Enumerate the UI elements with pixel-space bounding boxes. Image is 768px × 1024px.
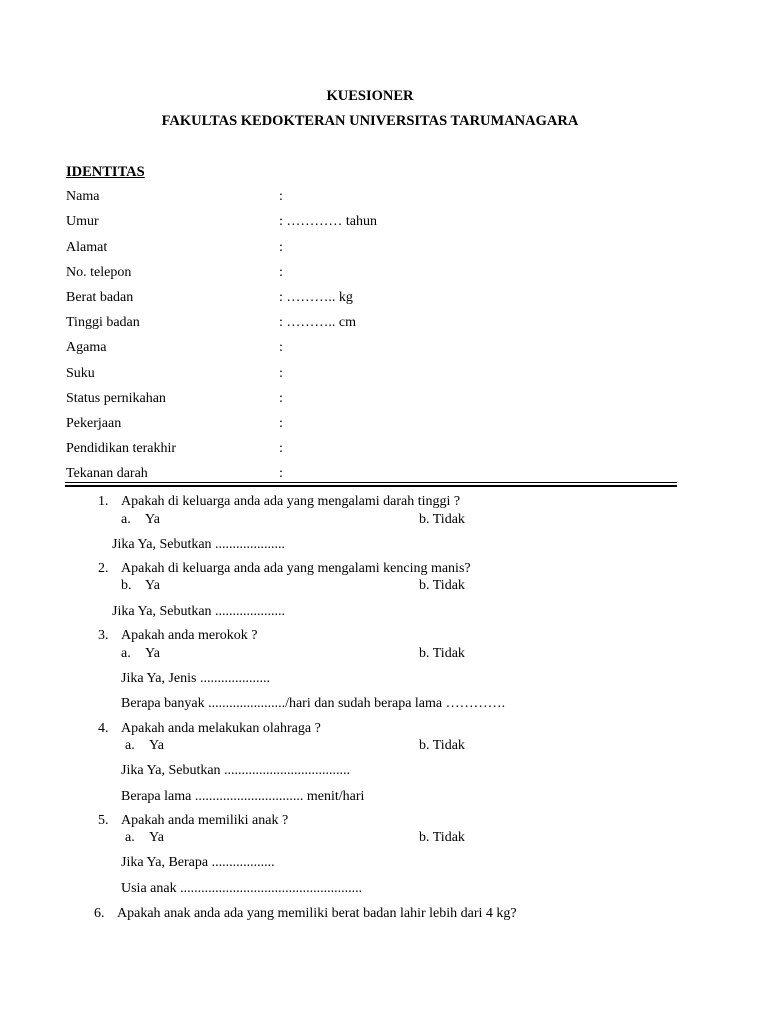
section-heading-identitas: IDENTITAS bbox=[66, 164, 145, 180]
question-number: 1. bbox=[98, 494, 109, 509]
field-value-pendidikan: : bbox=[279, 441, 283, 456]
option-b-label: b. Tidak bbox=[419, 646, 465, 661]
option-a-letter: a. bbox=[125, 830, 135, 845]
divider-line bbox=[65, 482, 677, 483]
option-a-letter: a. bbox=[125, 738, 135, 753]
field-label-umur: Umur bbox=[66, 214, 99, 229]
field-label-tekanan-darah: Tekanan darah bbox=[66, 466, 148, 481]
question-text: Apakah di keluarga anda ada yang mengalami kencing manis? bbox=[121, 561, 471, 576]
option-a-label: Ya bbox=[149, 830, 164, 845]
field-label-nama: Nama bbox=[66, 189, 100, 204]
option-b-label: b. Tidak bbox=[419, 578, 465, 593]
option-a-label: Ya bbox=[145, 646, 160, 661]
option-a-letter: a. bbox=[121, 512, 131, 527]
field-label-suku: Suku bbox=[66, 366, 95, 381]
field-value-alamat: : bbox=[279, 240, 283, 255]
followup-line: Berapa lama ............................... menit/hari bbox=[121, 789, 365, 804]
field-label-agama: Agama bbox=[66, 340, 107, 355]
followup-line: Jika Ya, Sebutkan .................................... bbox=[121, 763, 351, 778]
field-label-pekerjaan: Pekerjaan bbox=[66, 416, 122, 431]
field-value-telepon: : bbox=[279, 265, 283, 280]
question-number: 6. bbox=[94, 906, 105, 921]
followup-line: Jika Ya, Berapa .................. bbox=[121, 855, 275, 870]
question-number: 3. bbox=[98, 628, 109, 643]
question-text: Apakah anak anda ada yang memiliki berat badan lahir lebih dari 4 kg? bbox=[117, 906, 517, 921]
followup-line: Jika Ya, Sebutkan .................... bbox=[112, 537, 286, 552]
option-a-label: Ya bbox=[145, 578, 160, 593]
field-value-nama: : bbox=[279, 189, 283, 204]
option-a-label: Ya bbox=[149, 738, 164, 753]
field-value-suku: : bbox=[279, 366, 283, 381]
field-label-berat-badan: Berat badan bbox=[66, 290, 134, 305]
field-label-pendidikan: Pendidikan terakhir bbox=[66, 441, 177, 456]
question-text: Apakah di keluarga anda ada yang mengalami darah tinggi ? bbox=[121, 494, 461, 509]
field-value-berat-badan: : ……….. kg bbox=[279, 290, 353, 305]
divider-line-thick bbox=[65, 485, 677, 487]
field-label-alamat: Alamat bbox=[66, 240, 108, 255]
question-number: 4. bbox=[98, 721, 109, 736]
followup-line: Jika Ya, Jenis .................... bbox=[121, 671, 270, 686]
question-number: 5. bbox=[98, 813, 109, 828]
field-value-umur: : ………… tahun bbox=[279, 214, 377, 229]
option-b-label: b. Tidak bbox=[419, 738, 465, 753]
field-label-telepon: No. telepon bbox=[66, 265, 132, 280]
field-value-pekerjaan: : bbox=[279, 416, 283, 431]
field-label-tinggi-badan: Tinggi badan bbox=[66, 315, 140, 330]
question-number: 2. bbox=[98, 561, 109, 576]
question-text: Apakah anda memiliki anak ? bbox=[121, 813, 289, 828]
followup-line: Usia anak .................................................... bbox=[121, 881, 363, 896]
option-b-label: b. Tidak bbox=[419, 830, 465, 845]
field-value-tekanan-darah: : bbox=[279, 466, 283, 481]
document-subtitle: FAKULTAS KEDOKTERAN UNIVERSITAS TARUMANAGARA bbox=[161, 113, 579, 129]
field-value-status-pernikahan: : bbox=[279, 391, 283, 406]
document-title: KUESIONER bbox=[326, 88, 414, 104]
option-b-label: b. Tidak bbox=[419, 512, 465, 527]
option-a-label: Ya bbox=[145, 512, 160, 527]
option-a-letter: b. bbox=[121, 578, 132, 593]
option-a-letter: a. bbox=[121, 646, 131, 661]
question-text: Apakah anda merokok ? bbox=[121, 628, 258, 643]
followup-line: Jika Ya, Sebutkan .................... bbox=[112, 604, 286, 619]
followup-line: Berapa banyak ....................../hari dan sudah berapa lama …………. bbox=[121, 696, 506, 711]
field-value-tinggi-badan: : ……….. cm bbox=[279, 315, 356, 330]
field-value-agama: : bbox=[279, 340, 283, 355]
question-text: Apakah anda melakukan olahraga ? bbox=[121, 721, 321, 736]
field-label-status-pernikahan: Status pernikahan bbox=[66, 391, 166, 406]
